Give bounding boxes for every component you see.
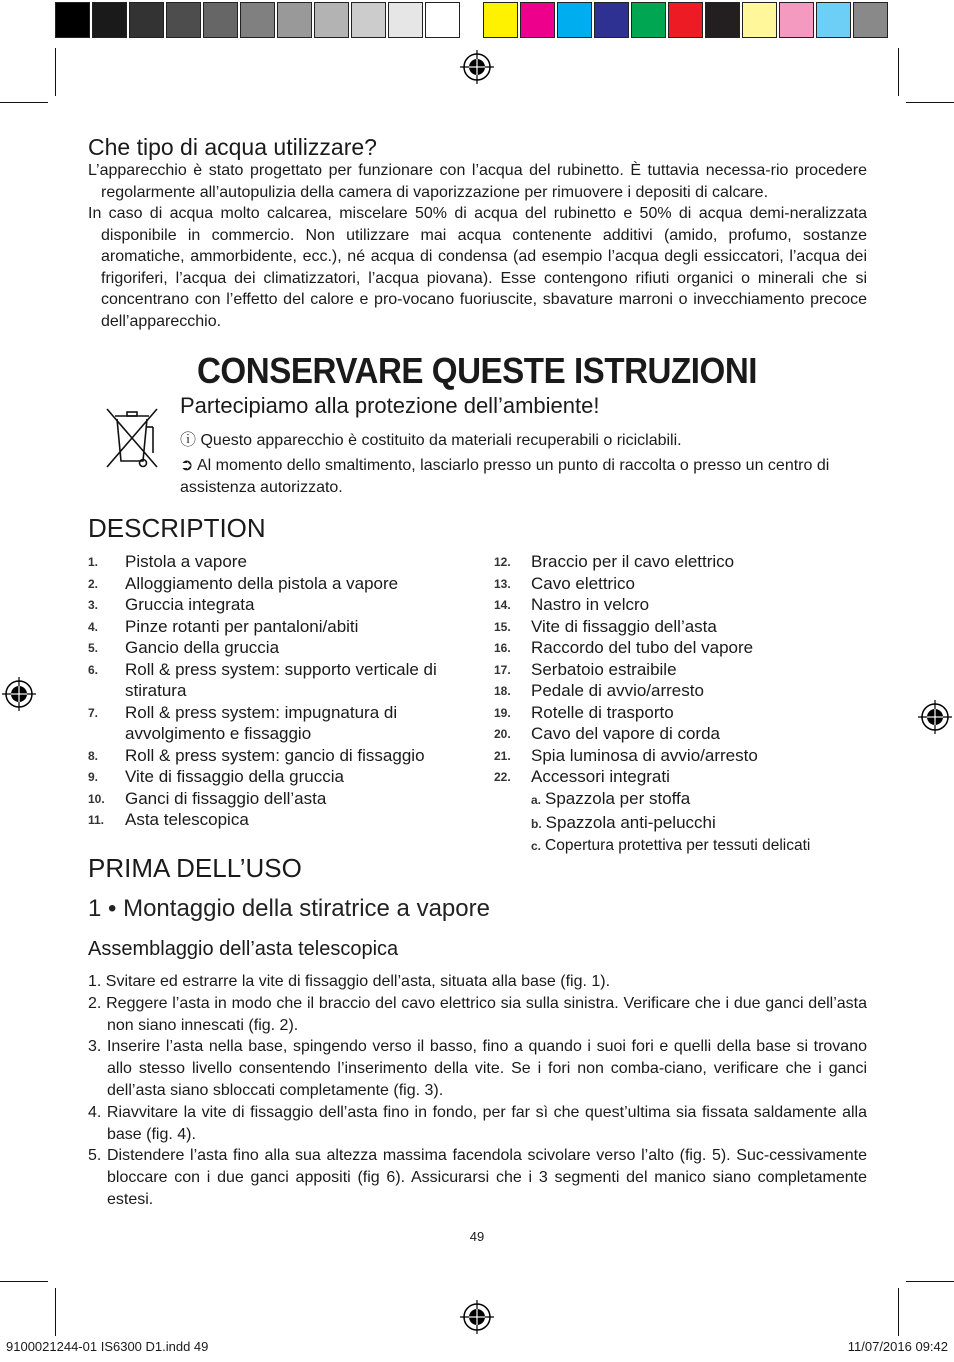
registration-mark-icon <box>2 677 36 711</box>
item-number: 18. <box>494 684 511 698</box>
gray-swatch <box>388 2 423 38</box>
assembly-steps <box>88 971 867 1211</box>
environment-text <box>180 430 867 499</box>
crop-mark <box>906 102 954 103</box>
process-color-bar <box>483 2 890 38</box>
environment-line-2: Al momento dello smaltimento, lasciarlo presso un punto di raccolta o presso un centro di assistenza autorizzato. <box>180 457 830 496</box>
item-label: Gancio della gruccia <box>125 638 280 657</box>
accessory-sublist <box>531 788 810 858</box>
color-swatch <box>853 2 888 38</box>
gray-swatch <box>277 2 312 38</box>
item-label: Pistola a vapore <box>125 552 247 571</box>
item-number: 4. <box>88 619 99 634</box>
environment-heading: Partecipiamo alla protezione dell’ambiente! <box>180 393 600 418</box>
description-item <box>88 616 458 638</box>
description-item <box>88 745 458 767</box>
crop-mark <box>55 1288 56 1336</box>
description-item <box>88 809 458 831</box>
item-number: 11. <box>88 813 105 827</box>
item-number: 16. <box>494 641 511 655</box>
description-list-right <box>494 551 874 788</box>
item-number: 13. <box>494 576 511 591</box>
item-label: Vite di fissaggio della gruccia <box>125 767 344 786</box>
item-number: 1. <box>88 555 99 569</box>
item-label: Cavo elettrico <box>531 573 635 593</box>
info-icon: ⓘ <box>180 432 197 449</box>
color-swatch <box>520 2 555 38</box>
subitem-label: Copertura protettiva per tessuti delicati <box>545 837 811 854</box>
item-label: Raccordo del tubo del vapore <box>531 638 754 657</box>
color-swatch <box>742 2 777 38</box>
color-swatch <box>779 2 814 38</box>
color-swatch <box>483 2 518 38</box>
description-item <box>494 723 874 745</box>
crop-mark <box>0 1281 48 1282</box>
color-swatch <box>631 2 666 38</box>
footer-file-name: 9100021244-01 IS6300 D1.indd 49 <box>6 1339 209 1354</box>
registration-mark-icon <box>460 1300 494 1334</box>
description-item <box>494 637 874 659</box>
item-label: Pinze rotanti per pantaloni/abiti <box>125 616 359 636</box>
description-item <box>494 573 874 595</box>
description-item <box>494 551 874 573</box>
item-label: Pedale di avvio/arresto <box>531 681 704 700</box>
description-list-left <box>88 551 458 831</box>
item-number: 6. <box>88 662 99 677</box>
item-number: 14. <box>494 598 511 612</box>
registration-mark-icon <box>918 700 952 734</box>
item-label: Cavo del vapore di corda <box>531 724 721 743</box>
item-number: 21. <box>494 748 511 763</box>
description-item <box>494 659 874 681</box>
water-paragraph-2: In caso di acqua molto calcarea, miscelare 50% di acqua del rubinetto e 50% di acqua demi-neralizzata disponibile in commercio. Non utilizzare mai acqua contenente additivi (amido, profumo, sostanze aromatiche, ammorbidente, ecc.), né acqua di condensa (ad esempio l’acqua degli essiccatori, l’acqua dei frigoriferi, l’acqua dei climatizzatori, l’acqua piovana). Esse contengono rifiuti organici o minerali che si concentrano con l’effetto del calore e pro-vocano fuoriuscite, sbavature marroni o invecchiamento precoce dell’apparecchio. <box>88 205 867 330</box>
environment-line-1: Questo apparecchio è costituito da materiali recuperabili o riciclabili. <box>200 432 682 449</box>
subitem-letter: a. <box>531 793 542 807</box>
description-item <box>494 680 874 702</box>
description-heading: DESCRIPTION <box>88 513 266 543</box>
gray-swatch <box>92 2 127 38</box>
item-label: Vite di fissaggio dell’asta <box>531 616 717 636</box>
description-item <box>88 766 458 788</box>
item-number: 12. <box>494 555 511 569</box>
item-label: Rotelle di trasporto <box>531 702 674 722</box>
item-number: 20. <box>494 727 511 741</box>
description-item <box>88 702 458 745</box>
water-text <box>88 160 867 332</box>
color-swatch <box>594 2 629 38</box>
color-swatch <box>668 2 703 38</box>
accessory-subitem <box>531 835 810 858</box>
item-label: Asta telescopica <box>125 810 249 829</box>
item-number: 22. <box>494 770 511 784</box>
description-item <box>88 659 458 702</box>
assembly-step: 2. Reggere l’asta in modo che il braccio del cavo elettrico sia sulla sinistra. Verificare che i due ganci dell’asta non siano innescati (fig. 2). <box>88 994 867 1034</box>
gray-swatch <box>314 2 349 38</box>
assembly-step: 4. Riavvitare la vite di fissaggio dell’asta fino in fondo, per far sì che quest’ultima sia fissata saldamente alla base (fig. 4). <box>88 1103 867 1143</box>
before-use-heading: PRIMA DELL’USO <box>88 853 302 883</box>
description-item <box>494 702 874 724</box>
item-number: 5. <box>88 641 99 655</box>
item-label: Spia luminosa di avvio/arresto <box>531 745 758 765</box>
subitem-label: Spazzola per stoffa <box>545 789 691 808</box>
accessory-subitem <box>531 788 810 812</box>
item-number: 17. <box>494 662 511 677</box>
gray-swatch <box>129 2 164 38</box>
gray-swatch <box>240 2 275 38</box>
item-number: 15. <box>494 619 511 634</box>
water-heading: Che tipo di acqua utilizzare? <box>88 134 377 160</box>
item-number: 7. <box>88 705 99 720</box>
item-label: Nastro in velcro <box>531 595 650 614</box>
item-label: Accessori integrati <box>531 767 670 786</box>
item-label: Ganci di fissaggio dell’asta <box>125 788 327 808</box>
item-number: 9. <box>88 770 99 784</box>
description-item <box>494 745 874 767</box>
water-paragraph-1: L’apparecchio è stato progettato per funzionare con l’acqua del rubinetto. È tuttavia necessa-rio procedere regolarmente all’autopulizia della camera di vaporizzazione per rimuovere i depositi di calcare. <box>88 162 867 201</box>
crop-mark <box>898 1288 899 1336</box>
item-label: Roll & press system: supporto verticale di stiratura <box>125 659 437 700</box>
color-swatch <box>816 2 851 38</box>
gray-swatch <box>203 2 238 38</box>
subitem-label: Spazzola anti-pelucchi <box>545 812 716 832</box>
crop-mark <box>55 48 56 96</box>
color-swatch <box>705 2 740 38</box>
crossed-bin-icon <box>101 405 163 471</box>
registration-mark-icon <box>460 50 494 84</box>
assembly-step: 3. Inserire l’asta nella base, spingendo verso il basso, fino a quando i suoi fori e quelli della base si trovano allo stesso livello consentendo l’inserimento della vite. Se i fori non comba-ciano, verificare che i ganci dell’asta siano sbloccati completamente (fig. 3). <box>88 1038 867 1099</box>
description-item <box>88 551 458 573</box>
item-number: 3. <box>88 598 99 612</box>
item-label: Serbatoio estraibile <box>531 659 677 679</box>
description-item <box>88 573 458 595</box>
item-number: 10. <box>88 791 105 806</box>
crop-mark <box>898 48 899 96</box>
item-label: Alloggiamento della pistola a vapore <box>125 573 399 593</box>
footer-timestamp: 11/07/2016 09:42 <box>847 1339 948 1354</box>
item-number: 8. <box>88 748 99 763</box>
item-number: 2. <box>88 576 99 591</box>
item-label: Roll & press system: gancio di fissaggio <box>125 745 425 765</box>
description-item <box>494 616 874 638</box>
keep-instructions-title: CONSERVARE QUESTE ISTRUZIONI <box>196 350 758 391</box>
telescopic-section-heading: Assemblaggio dell’asta telescopica <box>88 938 399 960</box>
description-item <box>88 788 458 810</box>
crop-mark <box>0 102 48 103</box>
description-item <box>494 594 874 616</box>
assembly-step: 1. Svitare ed estrarre la vite di fissaggio dell’asta, situata alla base (fig. 1). <box>88 973 611 990</box>
description-item <box>88 637 458 659</box>
item-label: Gruccia integrata <box>125 595 255 614</box>
gray-swatch <box>351 2 386 38</box>
crop-mark <box>906 1281 954 1282</box>
item-label: Roll & press system: impugnatura di avvolgimento e fissaggio <box>125 702 398 743</box>
assembly-subheading: 1 • Montaggio della stiratrice a vapore <box>88 895 490 922</box>
description-item <box>494 766 874 788</box>
gray-swatch <box>425 2 460 38</box>
gray-swatch <box>55 2 90 38</box>
page-number: 49 <box>469 1229 485 1244</box>
item-number: 19. <box>494 705 511 720</box>
description-item <box>88 594 458 616</box>
subitem-letter: b. <box>531 816 542 831</box>
gray-swatch <box>166 2 201 38</box>
arrow-icon: ➲ <box>180 457 194 474</box>
item-label: Braccio per il cavo elettrico <box>531 552 735 571</box>
color-swatch <box>557 2 592 38</box>
assembly-step: 5. Distendere l’asta fino alla sua altezza massima facendola scivolare verso l’alto (fig. 5). Suc-cessivamente bloccare con i due ganci appositi (fig 6). Assicurarsi che i 3 segmenti del manico siano completamente estesi. <box>88 1147 867 1208</box>
subitem-letter: c. <box>531 839 542 853</box>
grayscale-bar <box>55 2 462 38</box>
accessory-subitem <box>531 812 810 836</box>
